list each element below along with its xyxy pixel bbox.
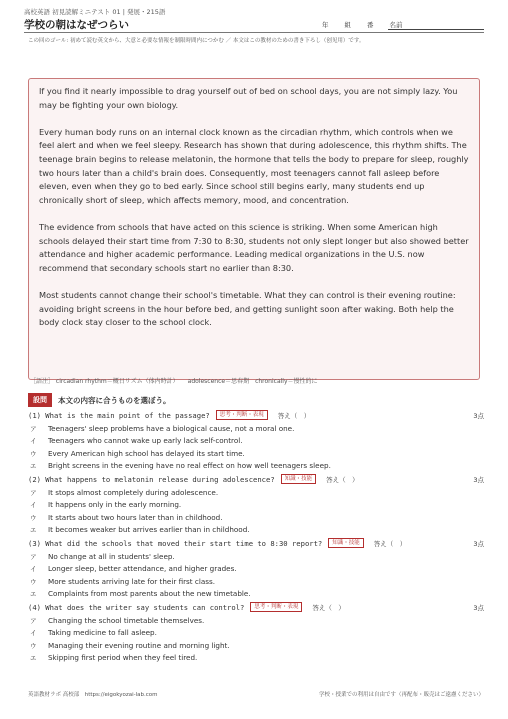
- option-item: [28, 550, 484, 563]
- student-info-fields: [322, 20, 403, 29]
- question-4: [28, 600, 484, 664]
- skill-tag: 思考・判断・表現: [250, 602, 302, 612]
- option-item: [28, 627, 484, 640]
- option-mark: ウ: [30, 577, 37, 586]
- reading-passage: [28, 78, 480, 380]
- field-class: 組: [344, 21, 351, 29]
- option-mark: ア: [30, 616, 37, 625]
- option-text: Changing the school timetable themselves.: [48, 615, 205, 625]
- points-label: 3点: [473, 476, 484, 484]
- option-text: Complaints from most parents about the new timetable.: [48, 589, 251, 599]
- option-text: Managing their evening routine and morning light.: [48, 640, 230, 650]
- option-item: [28, 486, 484, 499]
- question-text: (2) What happens to melatonin release during adolescence?: [28, 474, 275, 484]
- section-instruction: 本文の内容に合うものを選ぼう。: [58, 395, 171, 405]
- question-1: [28, 408, 484, 472]
- vocabulary-notes: ［語注］ circadian rhythm＝概日リズム（体内時計） adolescence＝思春期 chronically＝慢性的に: [30, 378, 318, 385]
- option-mark: エ: [30, 462, 37, 471]
- option-item: [28, 563, 484, 576]
- option-mark: ア: [30, 488, 37, 497]
- footer-license: 学校・授業での利用は自由です（再配布・販売はご遠慮ください）: [318, 692, 484, 698]
- option-item: [28, 460, 484, 473]
- option-item: [28, 524, 484, 537]
- option-mark: イ: [30, 437, 37, 446]
- points-label: 3点: [473, 540, 484, 548]
- section-tag: 設問: [28, 393, 52, 407]
- option-text: Bright screens in the evening have no real effect on how well teenagers sleep.: [48, 461, 331, 471]
- option-text: No change at all in students' sleep.: [48, 551, 175, 561]
- option-text: It stops almost completely during adolescence.: [48, 487, 219, 497]
- questions-header: [28, 393, 171, 407]
- passage-paragraph: If you find it nearly impossible to drag yourself out of bed on school days, you are not simply lazy. You may be fighting your own biology.: [39, 86, 458, 110]
- option-item: [28, 499, 484, 512]
- option-mark: イ: [30, 565, 37, 574]
- option-item: [28, 422, 484, 435]
- footer-publisher: 英語教材ラボ 高校部 https://eigokyozai-lab.com: [28, 692, 158, 698]
- option-mark: ウ: [30, 449, 37, 458]
- question-text: (1) What is the main point of the passage?: [28, 410, 210, 420]
- option-mark: エ: [30, 590, 37, 599]
- option-text: Teenagers who cannot wake up early lack self-control.: [48, 436, 243, 446]
- option-text: It becomes weaker but arrives earlier than in childhood.: [48, 525, 250, 535]
- question-list: [28, 408, 484, 664]
- option-text: Taking medicine to fall asleep.: [48, 628, 157, 638]
- series-label: 高校英語 初見読解ミニテスト 01 | 発展・215語: [24, 8, 166, 16]
- skill-tag: 思考・判断・表現: [216, 410, 268, 420]
- option-mark: ア: [30, 424, 37, 433]
- option-mark: エ: [30, 654, 37, 663]
- points-label: 3点: [473, 604, 484, 612]
- option-text: Skipping first period when they feel tired.: [48, 653, 198, 663]
- option-item: [28, 511, 484, 524]
- option-text: Teenagers' sleep problems have a biological cause, not a moral one.: [48, 423, 295, 433]
- option-text: More students arriving late for their first class.: [48, 576, 216, 586]
- option-item: [28, 614, 484, 627]
- question-3: [28, 536, 484, 600]
- passage-paragraph: Most students cannot change their school's timetable. What they can control is their evening routine: avoiding bright screens in the hour before bed, and getting sunlight soon after waking. Both help the body clock stay closer to the school clock.: [39, 289, 456, 328]
- worksheet-title: 学校の朝はなぜつらい: [24, 19, 129, 31]
- option-mark: ウ: [30, 513, 37, 522]
- field-number: 番: [367, 21, 374, 29]
- answer-blank[interactable]: 答え（ ）: [373, 539, 407, 548]
- skill-tag: 知識・技能: [281, 474, 317, 484]
- header-divider: [24, 32, 484, 33]
- points-label: 3点: [473, 412, 484, 420]
- option-item: [28, 639, 484, 652]
- passage-paragraph: Every human body runs on an internal clock known as the circadian rhythm, which controls when we feel alert and when we feel sleepy. Research has shown that during adolescence, this rhythm shifts. The teenage brain begins to release melatonin, the hormone that tells the body to prepare for sleep, roughly two hours later than a child's brain does. Consequently, most teenagers cannot fall asleep before eleven, even when they go to bed early. Since school still begins early, many students end up chronically short of sleep, which affects memory, mood, and concentration.: [39, 126, 469, 205]
- answer-blank[interactable]: 答え（ ）: [277, 411, 311, 420]
- skill-tag: 知識・技能: [328, 538, 364, 548]
- option-text: It starts about two hours later than in childhood.: [48, 512, 223, 522]
- passage-paragraph: The evidence from schools that have acted on this science is striking. When some American high schools delayed their start time from 7:30 to 8:30, students not only slept longer but also showed better attendance and higher academic performance. Leading medical organizations in the U.S. now recommend that secondary schools start no earlier than 8:30.: [39, 221, 469, 273]
- option-text: Every American high school has delayed its start time.: [48, 448, 245, 458]
- name-write-line[interactable]: [388, 29, 484, 30]
- answer-blank[interactable]: 答え（ ）: [326, 475, 359, 484]
- lesson-goal: この回のゴール: 初めて読む英文から、大意と必要な情報を制限時間内につかむ ／ 本文はこの教材のための書き下ろし（创见用）です。: [28, 38, 365, 44]
- option-item: [28, 435, 484, 448]
- option-item: [28, 588, 484, 601]
- option-mark: イ: [30, 501, 37, 510]
- question-text: (3) What did the schools that moved their start time to 8:30 report?: [28, 538, 323, 548]
- question-2: [28, 472, 484, 536]
- option-mark: エ: [30, 526, 37, 535]
- field-name: 名前: [389, 21, 403, 29]
- option-item: [28, 652, 484, 665]
- option-mark: ア: [30, 552, 37, 561]
- option-item: [28, 447, 484, 460]
- option-mark: イ: [30, 629, 37, 638]
- option-mark: ウ: [30, 641, 37, 650]
- question-text: (4) What does the writer say students can control?: [28, 602, 245, 612]
- option-item: [28, 575, 484, 588]
- answer-blank[interactable]: 答え（ ）: [312, 603, 345, 612]
- option-text: Longer sleep, better attendance, and higher grades.: [48, 564, 237, 574]
- option-text: It happens only in the early morning.: [48, 500, 182, 510]
- field-year: 年: [322, 21, 329, 29]
